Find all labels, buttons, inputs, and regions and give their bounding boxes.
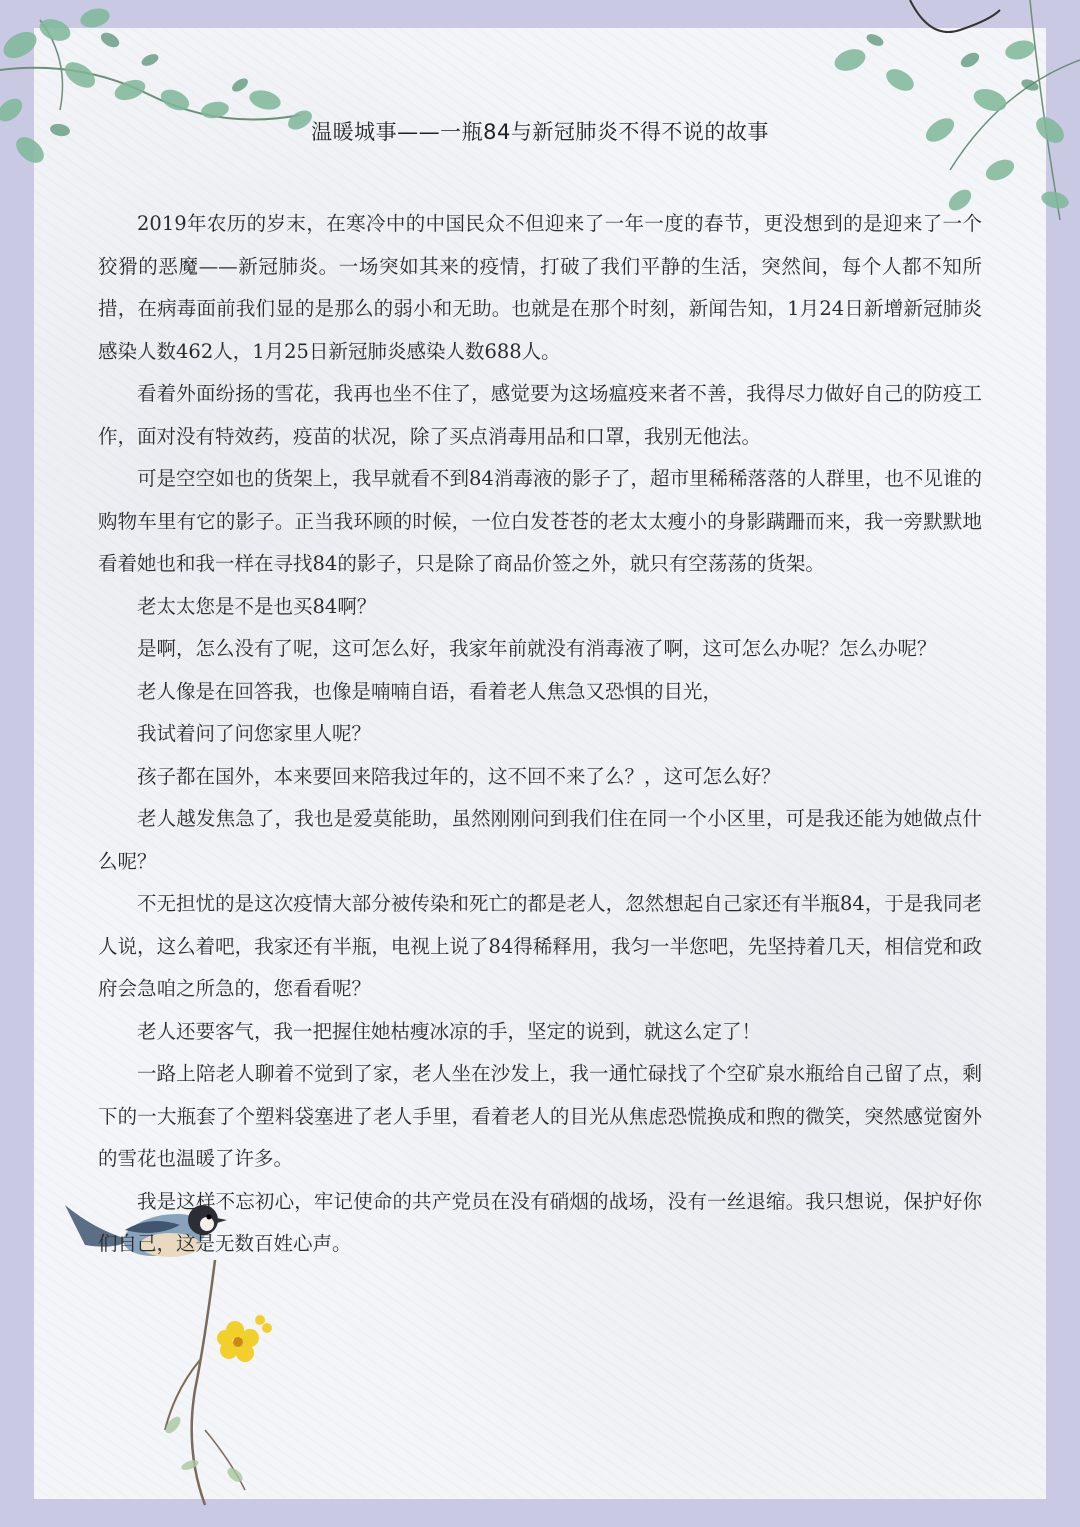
paragraph: 2019年农历的岁末，在寒冷中的中国民众不但迎来了一年一度的春节，更没想到的是迎来了一个狡猾的恶魔——新冠肺炎。一场突如其来的疫情，打破了我们平静的生活，突然间，每个人都不知所措，在病毒面前我们显的是那么的弱小和无助。也就是在那个时刻，新闻告知，1月24日新增新冠肺炎感染人数462人，1月25日新冠肺炎感染人数688人。 (98, 212, 982, 363)
paragraph: 是啊，怎么没有了呢，这可怎么好，我家年前就没有消毒液了啊，这可怎么办呢？怎么办呢？ (137, 637, 937, 660)
paragraph: 老人像是在回答我，也像是喃喃自语，看着老人焦急又恐惧的目光， (137, 679, 723, 703)
paragraph: 老太太您是不是也买84啊？ (137, 594, 377, 618)
paragraph: 看着外面纷扬的雪花，我再也坐不住了，感觉要为这场瘟疫来者不善，我得尽力做好自己的防疫工作，面对没有特效药，疫苗的状况，除了买点消毒用品和口罩，我别无他法。 (98, 382, 982, 448)
yellow-flower-icon (217, 1315, 272, 1362)
paragraph: 可是空空如也的货架上，我早就看不到84消毒液的影子了，超市里稀稀落落的人群里，也不见谁的购物车里有它的影子。正当我环顾的时候，一位白发苍苍的老太太瘦小的身影蹒跚而来，我一旁默默地看着她也和我一样在寻找84的影子，只是除了商品价签之外，就只有空荡荡的货架。 (98, 467, 982, 575)
paragraph: 老人越发焦急了，我也是爱莫能助，虽然刚刚问到我们住在同一个小区里，可是我还能为她做点什么呢？ (98, 807, 982, 873)
paragraph: 我试着问了问您家里人呢？ (137, 722, 372, 745)
paragraph: 不无担忧的是这次疫情大部分被传染和死亡的都是老人，忽然想起自己家还有半瓶84，于是我同老人说，这么着吧，我家还有半瓶，电视上说了84得稀释用，我匀一半您吧，先坚持着几天，相信党和政府会急咱之所急的，您看看呢？ (98, 892, 982, 1000)
paragraph: 一路上陪老人聊着不觉到了家，老人坐在沙发上，我一通忙碌找了个空矿泉水瓶给自己留了点，剩下的一大瓶套了个塑料袋塞进了老人手里，看着老人的目光从焦虑恐慌换成和煦的微笑，突然感觉窗外的雪花也温暖了许多。 (98, 1062, 982, 1170)
paragraph: 我是这样不忘初心，牢记使命的共产党员在没有硝烟的战场，没有一丝退缩。我只想说，保护好你们自己，这是无数百姓心声。 (98, 1189, 982, 1255)
paragraph: 老人还要客气，我一把握住她枯瘦冰凉的手，坚定的说到，就这么定了！ (137, 1019, 762, 1043)
article-body (98, 203, 982, 1266)
article-title: 温暖城事——一瓶84与新冠肺炎不得不说的故事 (311, 120, 769, 144)
leaves-top-left-icon (0, 0, 330, 190)
paragraph: 孩子都在国外，本来要回来陪我过年的，这不回不来了么？，这可怎么好？ (137, 764, 781, 788)
